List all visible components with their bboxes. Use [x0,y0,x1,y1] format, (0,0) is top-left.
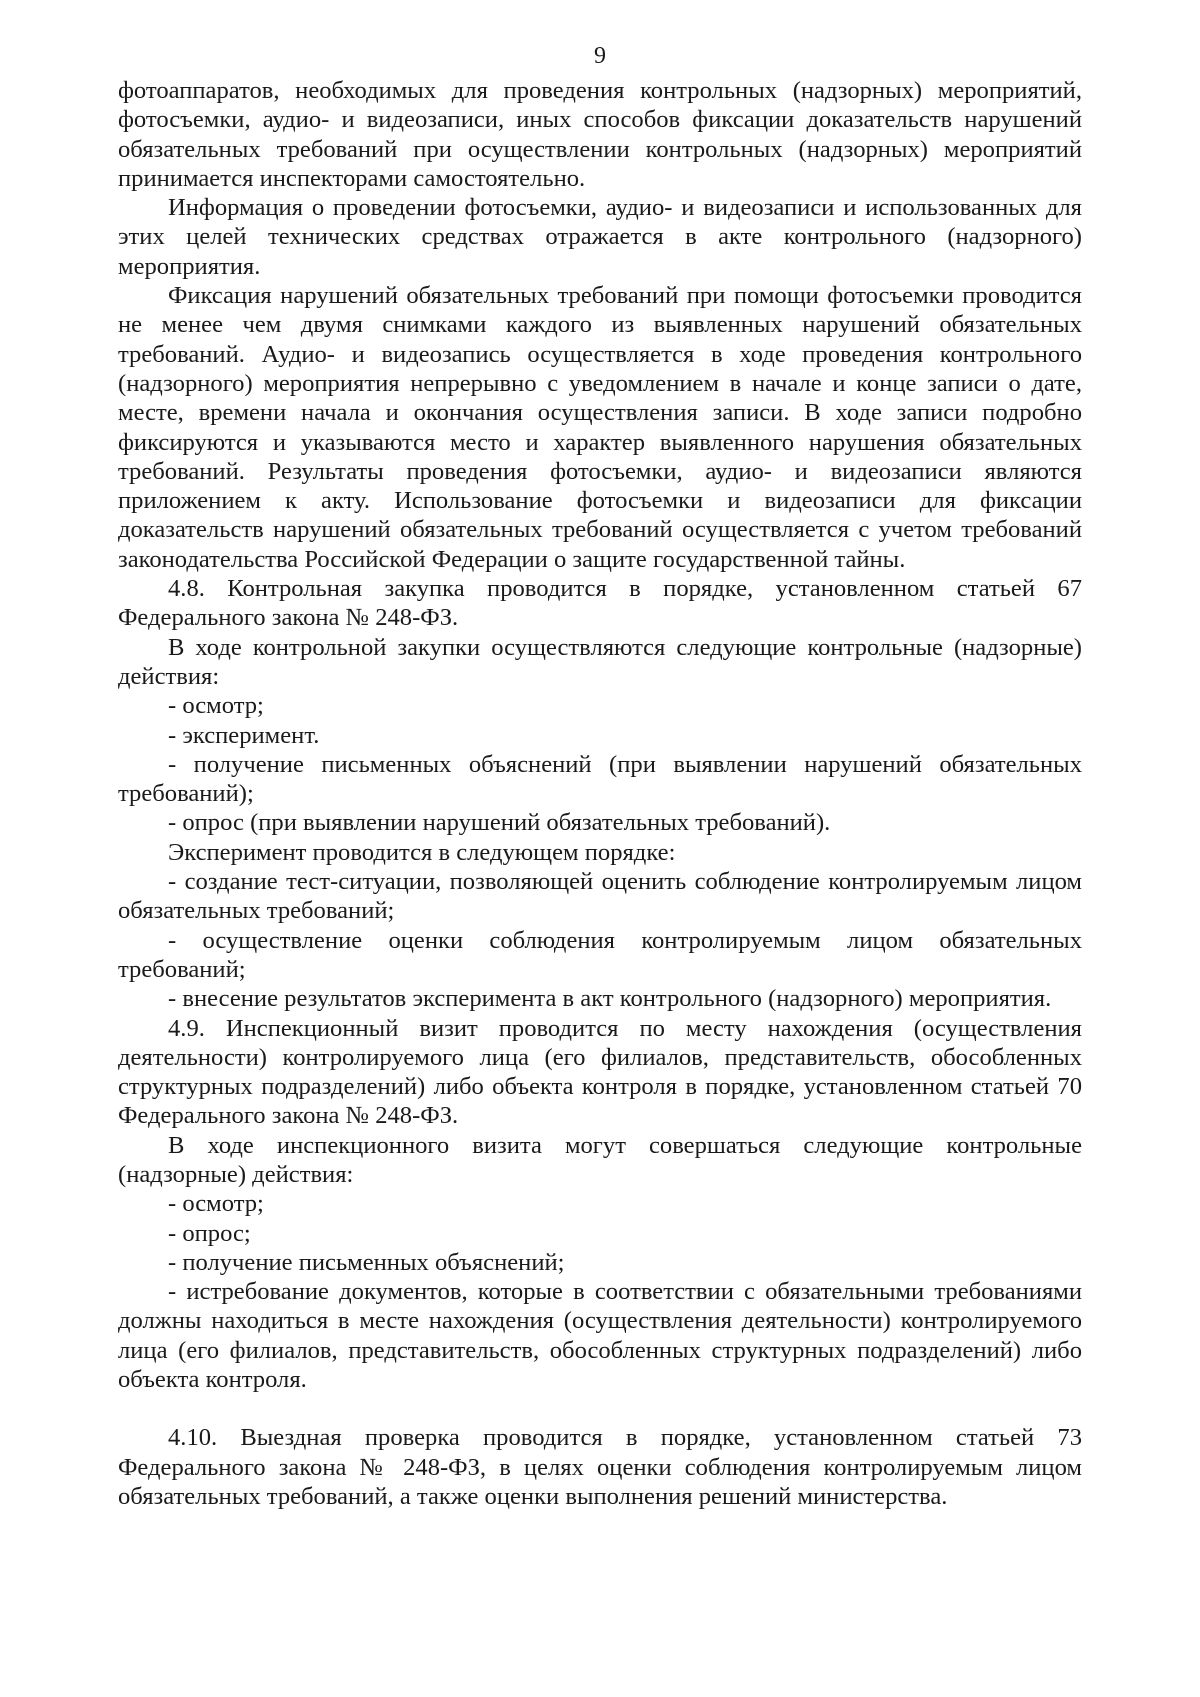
document-body [118,76,1082,1511]
list-item: - внесение результатов эксперимента в акт контрольного (надзорного) мероприятия. [168,985,1052,1013]
paragraph: Фиксация нарушений обязательных требований при помощи фотосъемки проводится не менее чем двумя снимками каждого из выявленных нарушений обязательных требований. Аудио- и видеозапись осуществляется в ходе проведения контрольного (надзорного) мероприятия непрерывно с уведомлением в начале и конце записи о дате, месте, времени начала и окончания осуществления записи. В ходе записи подробно фиксируются и указываются место и характер выявленного нарушения обязательных требований. Результаты проведения фотосъемки, аудио- и видеозаписи являются приложением к акту. Использование фотосъемки и видеозаписи для фиксации доказательств нарушений обязательных требований осуществляется с учетом требований законодательства Российской Федерации о защите государственной тайны. [118,282,1082,573]
list-item: - получение письменных объяснений; [168,1248,565,1276]
paragraph-spacer [118,1394,1082,1423]
paragraph: Информация о проведении фотосъемки, аудио- и видеозаписи и использованных для этих целей технических средствах отражается в акте контрольного (надзорного) мероприятия. [118,194,1082,280]
list-item: - осмотр; [168,1190,264,1218]
list-item: - опрос; [168,1219,251,1247]
list-item: - осмотр; [168,692,264,720]
list-item: - получение письменных объяснений (при выявлении нарушений обязательных требований); [118,750,1082,808]
page-number: 9 [594,43,606,69]
paragraph: В ходе контрольной закупки осуществляются следующие контрольные (надзорные) действия: [118,633,1082,690]
section-4-9: 4.9. Инспекционный визит проводится по месту нахождения (осуществления деятельности) контролируемого лица (его филиалов, представительств, обособленных структурных подразделений) либо объекта контроля в порядке, установленном статьей 70 Федерального закона № 248-ФЗ. [118,1014,1082,1130]
paragraph: В ходе инспекционного визита могут совершаться следующие контрольные (надзорные) действия: [118,1131,1082,1188]
section-4-10: 4.10. Выездная проверка проводится в порядке, установленном статьей 73 Федерального закона № 248-ФЗ, в целях оценки соблюдения контролируемым лицом обязательных требований, а также оценки выполнения решений министерства. [118,1424,1082,1510]
list-item: - осуществление оценки соблюдения контролируемым лицом обязательных требований; [118,926,1082,983]
list-item: - истребование документов, которые в соответствии с обязательными требованиями должны находиться в месте нахождения (осуществления деятельности) контролируемого лица (его филиалов, представительств, обособленных структурных подразделений) либо объекта контроля. [118,1278,1082,1394]
paragraph: фотоаппаратов, необходимых для проведения контрольных (надзорных) мероприятий, фотосъемки, аудио- и видеозаписи, иных способов фиксации доказательств нарушений обязательных требований при осуществлении контрольных (надзорных) мероприятий принимается инспекторами самостоятельно. [118,77,1082,192]
paragraph: Эксперимент проводится в следующем порядке: [168,838,676,866]
list-item: - опрос (при выявлении нарушений обязательных требований). [168,809,831,837]
section-4-8: 4.8. Контрольная закупка проводится в порядке, установленном статьей 67 Федерального закона № 248-ФЗ. [118,575,1082,632]
list-item: - создание тест-ситуации, позволяющей оценить соблюдение контролируемым лицом обязательных требований; [118,868,1082,925]
list-item: - эксперимент. [168,721,320,749]
